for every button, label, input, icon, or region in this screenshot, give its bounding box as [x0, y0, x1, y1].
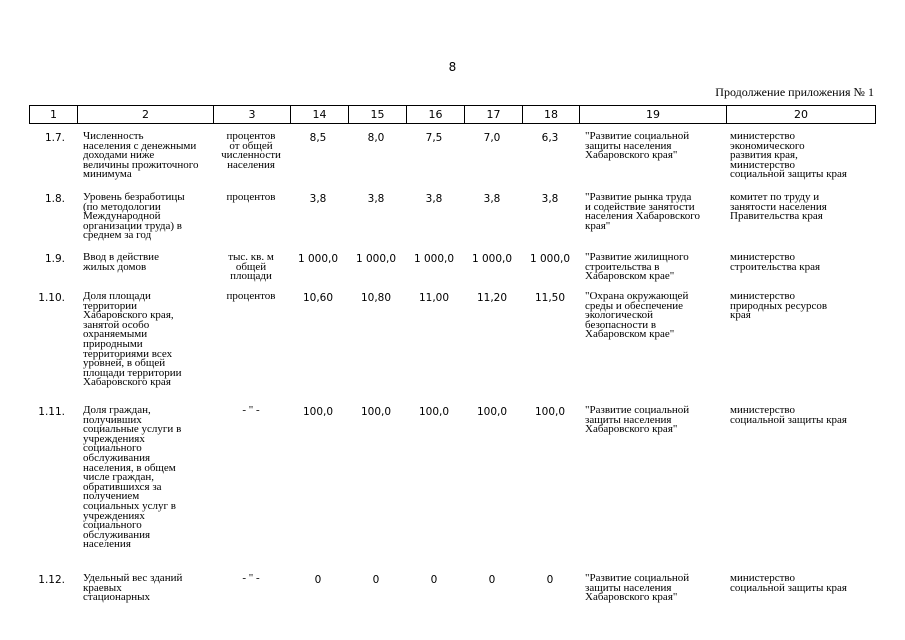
value-col-18: 3,8: [541, 193, 559, 205]
header-col-3: 3: [213, 106, 290, 123]
indicator-name: Численность населения с денежными доходами ниже величины прожиточного минимума: [83, 130, 199, 181]
program-name: "Охрана окружающей среды и обеспечение экологической безопасности в Хабаровском крае": [585, 290, 689, 341]
header-col-1: 1: [50, 108, 57, 121]
row-number: 1.11.: [38, 406, 65, 418]
header-col-17: 17: [464, 106, 522, 123]
value-col-14: 100,0: [302, 406, 334, 418]
value-col-16: 0: [430, 574, 438, 586]
responsible-executor: комитет по труду и занятости населения Правительства края: [730, 191, 827, 223]
value-col-15: 3,8: [367, 193, 385, 205]
value-col-18: 0: [546, 574, 554, 586]
value-col-15: 100,0: [360, 406, 392, 418]
header-col-14: 14: [290, 106, 348, 123]
program-name: "Развитие социальной защиты населения Хабаровского края": [585, 572, 690, 604]
value-col-15: 0: [372, 574, 380, 586]
indicator-name: Ввод в действие жилых домов: [83, 251, 159, 273]
row-number: 1.12.: [38, 574, 65, 586]
responsible-executor: министерство социальной защиты края: [730, 572, 847, 594]
responsible-executor: министерство строительства края: [730, 251, 821, 273]
value-col-16: 7,5: [425, 132, 443, 144]
continuation-label: Продолжение приложения № 1: [715, 85, 874, 99]
header-col-19: 19: [579, 106, 726, 123]
value-col-17: 7,0: [483, 132, 501, 144]
header-col-2: 2: [77, 106, 213, 123]
row-number: 1.7.: [44, 132, 65, 144]
value-col-18: 11,50: [534, 292, 566, 304]
header-col-20: 20: [726, 106, 875, 123]
value-col-15: 8,0: [367, 132, 385, 144]
value-col-14: 10,60: [302, 292, 334, 304]
program-name: "Развитие социальной защиты населения Хабаровского края": [585, 404, 690, 436]
row-number: 1.9.: [44, 253, 65, 265]
unit-of-measure: тыс. кв. м общей площади: [228, 251, 274, 283]
value-col-17: 11,20: [476, 292, 508, 304]
header-col-15: 15: [348, 106, 406, 123]
program-name: "Развитие жилищного строительства в Хабаровском крае": [585, 251, 689, 283]
responsible-executor: министерство экономического развития края, министерство социальной защиты края: [730, 130, 847, 181]
value-col-15: 1 000,0: [355, 253, 397, 265]
header-col-16: 16: [406, 106, 464, 123]
value-col-14: 1 000,0: [297, 253, 339, 265]
page-number: 8: [448, 60, 457, 74]
indicator-name: Удельный вес зданий краевых стационарных: [83, 572, 183, 604]
value-col-17: 1 000,0: [471, 253, 513, 265]
unit-of-measure: - " -: [242, 404, 260, 416]
value-col-17: 0: [488, 574, 496, 586]
value-col-17: 3,8: [483, 193, 501, 205]
program-name: "Развитие рынка труда и содействие занятости населения Хабаровского края": [585, 191, 700, 232]
value-col-18: 100,0: [534, 406, 566, 418]
responsible-executor: министерство природных ресурсов края: [730, 290, 828, 322]
value-col-16: 3,8: [425, 193, 443, 205]
indicator-name: Уровень безработицы (по методологии Международной организации труда) в среднем за год: [83, 191, 185, 242]
row-number: 1.8.: [44, 193, 65, 205]
value-col-14: 0: [314, 574, 322, 586]
value-col-14: 3,8: [309, 193, 327, 205]
row-number: 1.10.: [38, 292, 65, 304]
responsible-executor: министерство социальной защиты края: [730, 404, 847, 426]
value-col-16: 11,00: [418, 292, 450, 304]
value-col-16: 1 000,0: [413, 253, 455, 265]
value-col-16: 100,0: [418, 406, 450, 418]
unit-of-measure: процентов от общей численности населения: [221, 130, 281, 171]
indicator-name: Доля площади территории Хабаровского края, занятой особо охраняемыми природными территориями всех уровней, в общей площади территории Хабаровского края: [83, 290, 182, 389]
value-col-17: 100,0: [476, 406, 508, 418]
indicator-name: Доля граждан, получивших социальные услуги в учреждениях социального обслуживания населения, в общем числе граждан, обратившихся за получением социальных услуг в учреждениях социального обслуживания населения: [83, 404, 182, 551]
unit-of-measure: процентов: [226, 290, 276, 302]
value-col-15: 10,80: [360, 292, 392, 304]
value-col-14: 8,5: [309, 132, 327, 144]
value-col-18: 1 000,0: [529, 253, 571, 265]
unit-of-measure: - " -: [242, 572, 260, 584]
value-col-18: 6,3: [541, 132, 559, 144]
unit-of-measure: процентов: [226, 191, 276, 203]
table-header: [29, 105, 876, 124]
program-name: "Развитие социальной защиты населения Хабаровского края": [585, 130, 690, 162]
header-col-18: 18: [522, 106, 579, 123]
